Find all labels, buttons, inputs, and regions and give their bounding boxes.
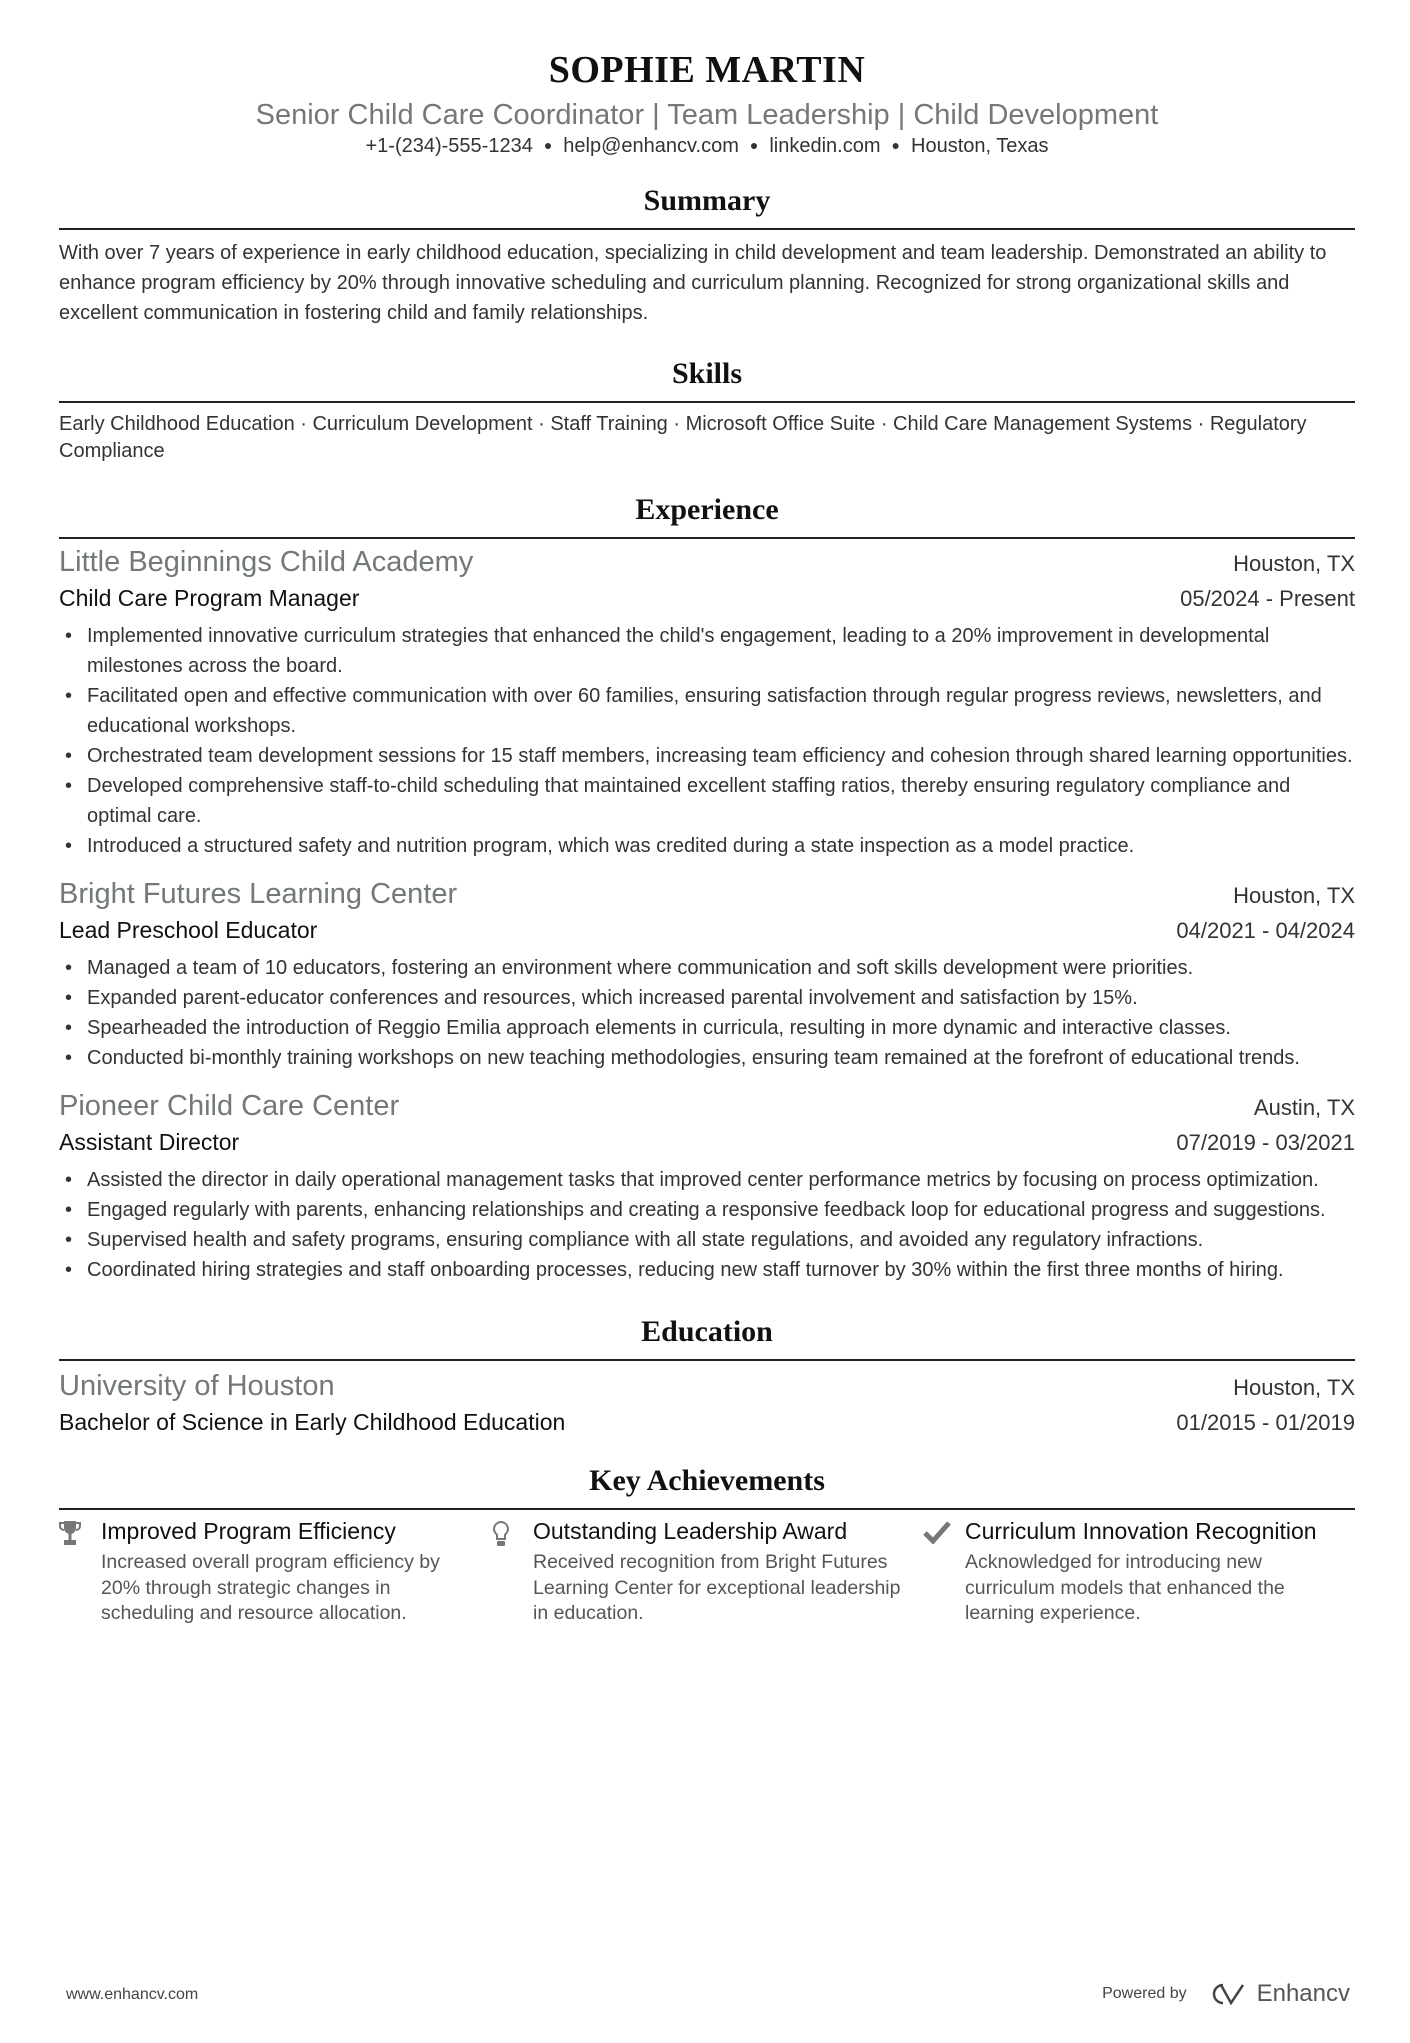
job-title: Lead Preschool Educator: [59, 917, 318, 943]
job-title: Child Care Program Manager: [59, 585, 360, 611]
company-name: Pioneer Child Care Center: [59, 1090, 400, 1122]
achievement-description: Received recognition from Bright Futures Learning Center for exceptional leadership in education.: [533, 1551, 901, 1624]
job-title: Assistant Director: [59, 1129, 240, 1155]
experience-list: [59, 545, 1355, 1285]
enhancv-logo[interactable]: [1209, 1980, 1350, 2008]
school-location: Houston, TX: [1233, 1375, 1355, 1400]
separator-dot: ●: [891, 137, 900, 153]
bullet-item: • Supervised health and safety programs, ensuring compliance with all state regulations, and avoided any regulatory infractions.: [59, 1225, 1355, 1255]
bullet-item: • Conducted bi-monthly training workshops on new teaching methodologies, ensuring team remained at the forefront of educational trends.: [59, 1043, 1355, 1073]
bullet-item: • Orchestrated team development sessions for 15 staff members, increasing team efficiency and cohesion through shared learning opportunities.: [59, 741, 1355, 771]
section-title-summary: Summary: [59, 183, 1355, 230]
powered-by-label: Powered by: [1102, 1985, 1187, 2002]
education-section: [59, 1314, 1355, 1438]
job-location: Houston, TX: [1233, 883, 1355, 908]
bullet-item: • Developed comprehensive staff-to-child scheduling that maintained excellent staffing ratios, thereby ensuring regulatory compliance and optimal care.: [59, 771, 1355, 831]
achievement-item: [491, 1516, 923, 1627]
bullet-item: • Facilitated open and effective communication with over 60 families, ensuring satisfaction through regular progress reviews, newsletters, and educational workshops.: [59, 681, 1355, 741]
bullet-item: • Coordinated hiring strategies and staff onboarding processes, reducing new staff turnover by 30% within the first three months of hiring.: [59, 1255, 1355, 1285]
section-title-experience: Experience: [59, 492, 1355, 539]
lightbulb-icon: [491, 1516, 533, 1627]
bullet-item: • Spearheaded the introduction of Reggio Emilia approach elements in curricula, resulting in more dynamic and interactive classes.: [59, 1013, 1355, 1043]
location: Houston, Texas: [911, 135, 1049, 157]
achievement-description: Increased overall program efficiency by 20% through strategic changes in scheduling and resource allocation.: [101, 1551, 440, 1624]
job-dates: 07/2019 - 03/2021: [1176, 1130, 1355, 1155]
brand-name: Enhancv: [1256, 1980, 1350, 2007]
candidate-headline: Senior Child Care Coordinator | Team Leadership | Child Development: [255, 99, 1159, 131]
bullet-item: • Implemented innovative curriculum strategies that enhanced the child's engagement, leading to a 20% improvement in developmental milestones across the board.: [59, 621, 1355, 681]
resume-page: [0, 48, 1410, 1627]
education-entry: [59, 1369, 1355, 1438]
contact-line: [59, 133, 1355, 158]
achievement-title: Curriculum Innovation Recognition: [965, 1518, 1317, 1544]
job-location: Houston, TX: [1233, 551, 1355, 576]
phone: +1-(234)-555-1234: [365, 135, 533, 157]
footer-branding: [1102, 1980, 1350, 2008]
job-dates: 04/2021 - 04/2024: [1176, 918, 1355, 943]
job-bullets: [59, 1165, 1355, 1285]
experience-entry: [59, 1089, 1355, 1285]
trophy-icon: [59, 1516, 101, 1627]
checkmark-icon: [923, 1516, 965, 1627]
education-dates: 01/2015 - 01/2019: [1176, 1410, 1355, 1435]
bullet-item: • Expanded parent-educator conferences and resources, which increased parental involvement and satisfaction by 15%.: [59, 983, 1355, 1013]
enhancv-logo-icon: [1209, 1981, 1249, 2007]
job-bullets: [59, 953, 1355, 1073]
company-name: Bright Futures Learning Center: [59, 878, 458, 910]
footer-website-link[interactable]: www.enhancv.com: [66, 1986, 199, 2003]
bullet-item: • Assisted the director in daily operational management tasks that improved center performance metrics by focusing on process optimization.: [59, 1165, 1355, 1195]
company-name: Little Beginnings Child Academy: [59, 546, 474, 578]
skills-list: Early Childhood Education · Curriculum Development · Staff Training · Microsoft Office Suite · Child Care Management Systems · Regulatory Compliance: [59, 413, 1307, 462]
skills-section: [59, 356, 1355, 465]
degree: Bachelor of Science in Early Childhood Education: [59, 1409, 566, 1435]
experience-section: [59, 492, 1355, 1285]
candidate-name: SOPHIE MARTIN: [548, 49, 866, 91]
bullet-item: • Introduced a structured safety and nutrition program, which was credited during a state inspection as a model practice.: [59, 831, 1355, 861]
experience-entry: [59, 545, 1355, 861]
job-location: Austin, TX: [1253, 1095, 1355, 1120]
achievements-grid: [59, 1516, 1355, 1627]
experience-entry: [59, 877, 1355, 1073]
separator-dot: ●: [749, 137, 759, 153]
summary-section: [59, 183, 1355, 328]
achievement-item: [59, 1516, 491, 1627]
achievement-title: Outstanding Leadership Award: [533, 1518, 848, 1544]
summary-text: With over 7 years of experience in early childhood education, specializing in child development and team leadership. Demonstrated an ability to enhance program efficiency by 20% through innovative scheduling and curriculum planning. Recognized for strong organizational skills and excellent communication in fostering child and family relationships.: [59, 242, 1327, 324]
achievement-item: [923, 1516, 1355, 1627]
achievement-title: Improved Program Efficiency: [101, 1518, 396, 1544]
job-bullets: [59, 621, 1355, 861]
achievement-description: Acknowledged for introducing new curriculum models that enhanced the learning experience.: [965, 1551, 1285, 1624]
separator-dot: ●: [543, 137, 553, 153]
bullet-item: • Engaged regularly with parents, enhancing relationships and creating a responsive feedback loop for educational progress and suggestions.: [59, 1195, 1355, 1225]
section-title-education: Education: [59, 1314, 1355, 1361]
email-link[interactable]: help@enhancv.com: [563, 135, 739, 157]
school-name: University of Houston: [59, 1370, 335, 1402]
section-title-achievements: Key Achievements: [59, 1463, 1355, 1510]
bullet-item: • Managed a team of 10 educators, fostering an environment where communication and soft skills development were priorities.: [59, 953, 1355, 983]
linkedin-link[interactable]: linkedin.com: [769, 135, 881, 157]
section-title-skills: Skills: [59, 356, 1355, 403]
achievements-section: [59, 1463, 1355, 1627]
job-dates: 05/2024 - Present: [1180, 586, 1355, 611]
